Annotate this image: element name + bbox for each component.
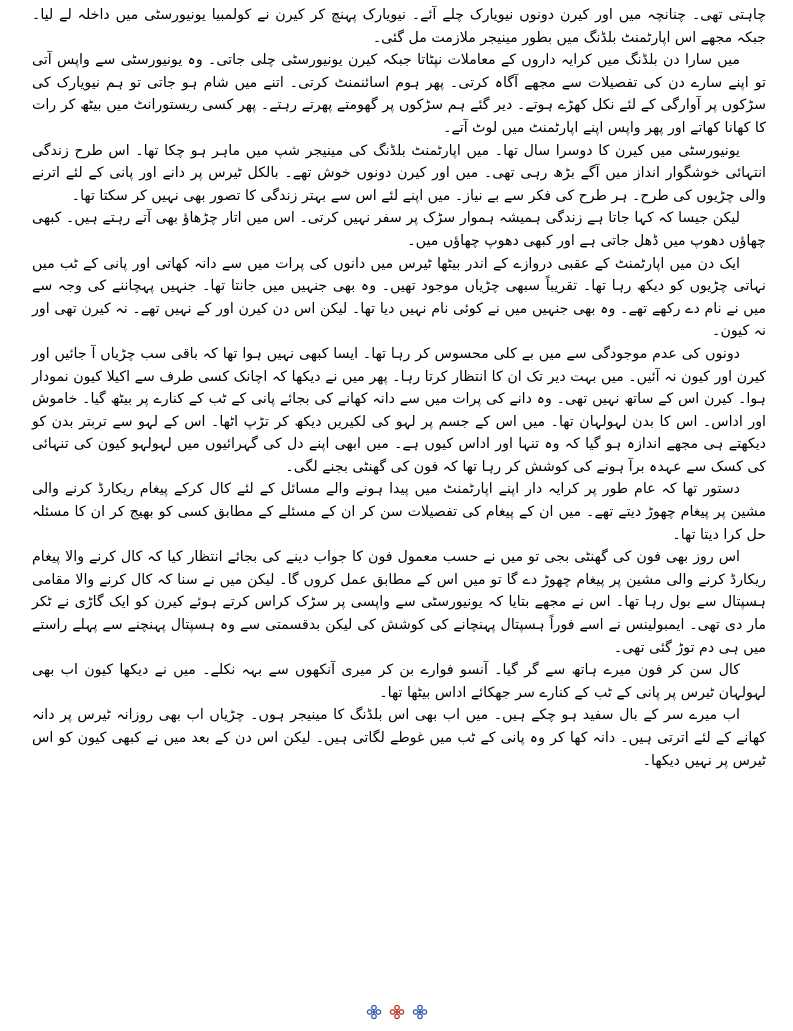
paragraph-9: کال سن کر فون میرے ہاتھ سے گر گیا۔ آنسو فوارے بن کر میری آنکھوں سے بہہ نکلے۔ میں نے دیکھا کیون اب بھی لہولہان ٹیرس پر پانی کے ٹب کے کنارے سر جھکائے اداس بیٹھا تھا۔ [32,662,766,701]
paragraph-3: یونیورسٹی میں کیرن کا دوسرا سال تھا۔ میں اپارٹمنٹ بلڈنگ کی مینیجر شپ میں ماہر ہو چکا تھا۔ اس طرح زندگی انتہائی خوشگوار انداز میں آگے بڑھ رہی تھی۔ میں اور کیرن دونوں خوش تھے۔ بالکل ٹیرس پر دانے اور پانی کے لئے اترنے والی چڑیوں کی طرح۔ ہر طرح کی فکر سے بے نیاز۔ میں اپنے لئے اس سے بہتر زندگی کا تصور بھی نہیں کر سکتا تھا۔ [32,142,766,204]
paragraph-5: ایک دن میں اپارٹمنٹ کے عقبی دروازے کے اندر بیٹھا ٹیرس میں دانوں کی پرات میں سے دانہ کھاتی اور پانی کے ٹب میں نہاتی چڑیوں کو دیکھ رہا تھا۔ تقریباً سبھی چڑیاں موجود تھیں۔ وہ بھی جنہیں میں جانتا تھا۔ جنہیں پہچاننے کی وجہ سے میں نے نام دے رکھے تھے۔ وہ بھی جنہیں میں نے کوئی نام نہیں دیا تھا۔ لیکن اس دن کیرن اور کے نہیں تھے۔ نہ کیرن تھی اور نہ کیون۔ [32,255,766,340]
paragraph-8: اس روز بھی فون کی گھنٹی بجی تو میں نے حسب معمول فون کا جواب دینے کی بجائے انتظار کیا کہ کال کرنے والا پیغام ریکارڈ کرنے والی مشین پر پیغام چھوڑ دے گا تو میں اس کے مطابق عمل کروں گا۔ لیکن میں نے سنا کہ کال کرنے والا مقامی ہسپتال سے بول رہا تھا۔ اس نے مجھے بتایا کہ یونیورسٹی سے واپسی پر سڑک کراس کرتے ہوئے کیرن کو ایک گاڑی نے ٹکر مار دی تھی۔ ایمبولینس نے اسے فوراً ہسپتال پہنچانے کی کوشش کی لیکن بدقسمتی سے وہ ہسپتال پہنچنے سے پہلے راستے میں ہی دم توڑ گئی تھی۔ [32,549,766,656]
paragraph-6: دونوں کی عدم موجودگی سے میں بے کلی محسوس کر رہا تھا۔ ایسا کبھی نہیں ہوا تھا کہ باقی سب چڑیاں آ جائیں اور کیرن اور کیون نہ آئیں۔ میں بہت دیر تک ان کا انتظار کرتا رہا۔ پھر میں نے دیکھا کہ اچانک کسی طرف سے اکیلا کیون نمودار ہوا۔ کیرن اس کے ساتھ نہیں تھی۔ وہ دانے کی پرات میں سے دانہ کھانے کی بجائے پانی کے ٹب کے کنارے پر بیٹھ گیا۔ خاموش اور اداس۔ اس کا بدن لہولہان تھا۔ میں اس کے جسم پر لہو کی لکیریں دیکھ کر تڑپ اٹھا۔ اس کے لہو سے تربتر بدن کو دیکھتے ہی مجھے اندازہ ہو گیا کہ وہ تنہا اور اداس کیوں ہے۔ میں ابھی اپنے دل کی گہرائیوں میں لہولہو کیون کی تنہائی کی کسک سے عہدہ برآ ہونے کی کوشش کر رہا تھا کہ فون کی گھنٹی بجنے لگی۔ [32,345,766,475]
page-ornament [0,1004,793,1020]
paragraph-1: چاہتی تھی۔ چنانچہ میں اور کیرن دونوں نیویارک چلے آئے۔ نیویارک پہنچ کر کیرن نے کولمبیا یونیورسٹی میں داخلہ لے لیا۔ جبکہ مجھے اس اپارٹمنٹ بلڈنگ میں بطور مینیجر ملازمت مل گئی۔ [32,7,766,46]
flower-ornament-icon [366,1004,382,1020]
flower-ornament-icon [389,1004,405,1020]
flower-ornament-icon [412,1004,428,1020]
paragraph-10: اب میرے سر کے بال سفید ہو چکے ہیں۔ میں اب بھی اس بلڈنگ کا مینیجر ہوں۔ چڑیاں اب بھی روزانہ ٹیرس پر دانہ کھانے کے لئے اترتی ہیں۔ دانہ کھا کر وہ پانی کے ٹب میں غوطے لگاتی ہیں۔ لیکن اس دن کے بعد میں نے کبھی کیون کو اس ٹیرس پر نہیں دیکھا۔ [32,707,766,769]
paragraph-2: میں سارا دن بلڈنگ میں کرایہ داروں کے معاملات نپٹاتا جبکہ کیرن یونیورسٹی چلی جاتی۔ وہ یونیورسٹی سے واپس آتی تو اپنے سارے دن کی تفصیلات سے مجھے آگاہ کرتی۔ پھر ہوم اسائنمنٹ کرتی۔ اتنے میں شام ہو جاتی تو ہم نیویارک کی سڑکوں پر آوارگی کے لئے نکل کھڑے ہوتے۔ دیر گئے ہم سڑکوں پر گھومتے پھرتے رہتے۔ پھر کسی ریستورانٹ میں بیٹھ کر رات کا کھانا کھاتے اور پھر واپس اپنے اپارٹمنٹ میں لوٹ آتے۔ [32,52,766,136]
paragraph-7: دستور تھا کہ عام طور پر کرایہ دار اپنے اپارٹمنٹ میں پیدا ہونے والے مسائل کے لئے کال کرکے پیغام ریکارڈ کرنے والی مشین پر پیغام چھوڑ دیتے تھے۔ میں ان کے پیغام کی تفصیلات سن کر ان کے مسئلے کے مطابق کسی کو بھیج کر ان کا مسئلہ حل کرا دیتا تھا۔ [32,481,766,543]
paragraph-4: لیکن جیسا کہ کہا جاتا ہے زندگی ہمیشہ ہموار سڑک پر سفر نہیں کرتی۔ اس میں اتار چڑھاؤ بھی آتے رہتے ہیں۔ کبھی چھاؤں دھوپ میں ڈھل جاتی ہے اور کبھی دھوپ چھاؤں میں۔ [32,210,766,249]
story-text [32,4,766,772]
